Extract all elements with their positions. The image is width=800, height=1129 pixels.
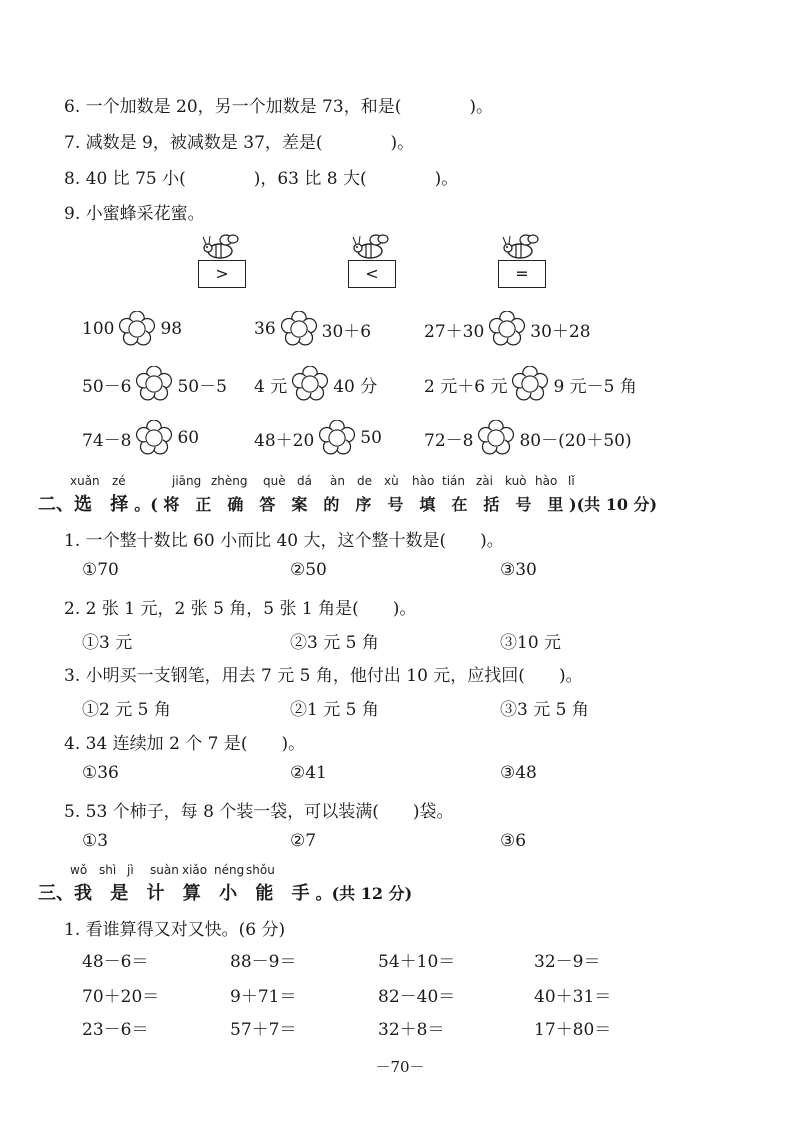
- flower-blank-icon[interactable]: [281, 311, 317, 347]
- choice-option[interactable]: ①3 元: [82, 633, 133, 653]
- choice-option[interactable]: ①36: [82, 763, 119, 783]
- comparison-item: [424, 420, 632, 456]
- comparison-item: [254, 420, 382, 456]
- bee-icon: [352, 234, 392, 262]
- calc-problem: 40＋31＝: [534, 987, 612, 1007]
- bee-sign-less: [348, 234, 412, 296]
- section2-title: 选 择: [74, 494, 135, 515]
- comparison-right: 30＋28: [530, 321, 591, 342]
- pinyin-syllable: wǒ: [70, 863, 88, 877]
- choice-question: 2. 2 张 1 元，2 张 5 角，5 张 1 角是( )。: [64, 599, 417, 619]
- calc-problem: 54＋10＝: [378, 952, 456, 972]
- section3-number: 三、: [38, 883, 74, 904]
- calc-problem: 9＋71＝: [230, 987, 297, 1007]
- section3-heading: [38, 879, 412, 905]
- comparison-left: 48＋20: [254, 430, 315, 451]
- choice-option[interactable]: ③48: [500, 763, 537, 783]
- question-7: 7. 减数是 9，被减数是 37，差是( )。: [64, 133, 415, 153]
- comparison-left: 100: [82, 319, 115, 339]
- choice-option[interactable]: ①3: [82, 831, 109, 851]
- comparison-item: [254, 366, 377, 402]
- pinyin-syllable: dá: [297, 474, 312, 488]
- pinyin-syllable: jì: [127, 863, 134, 877]
- sign-box: =: [498, 260, 546, 288]
- comparison-right: 60: [177, 428, 200, 448]
- section2-heading: [38, 490, 657, 516]
- pinyin-syllable: àn: [330, 474, 345, 488]
- calc-problem: 32－9＝: [534, 952, 601, 972]
- choice-option[interactable]: ②1 元 5 角: [290, 700, 379, 720]
- comparison-left: 36: [254, 319, 276, 339]
- choice-option[interactable]: ②3 元 5 角: [290, 633, 379, 653]
- comparison-item: [424, 311, 591, 347]
- flower-blank-icon[interactable]: [319, 420, 355, 456]
- flower-blank-icon[interactable]: [119, 311, 155, 347]
- pinyin-syllable: suàn: [150, 863, 179, 877]
- pinyin-syllable: néng: [214, 863, 245, 877]
- choice-option[interactable]: ③10 元: [500, 633, 562, 653]
- pinyin-syllable: zé: [112, 474, 126, 488]
- sign-box: >: [198, 260, 246, 288]
- comparison-item: [82, 420, 199, 456]
- comparison-left: 50－6: [82, 376, 132, 397]
- question-6: 6. 一个加数是 20，另一个加数是 73，和是( )。: [64, 97, 493, 117]
- section2-points: (共 10 分): [576, 495, 658, 514]
- calc-problem: 82－40＝: [378, 987, 456, 1007]
- pinyin-syllable: shǒu: [246, 863, 275, 877]
- section3-title: 我 是 计 算 小 能 手: [74, 883, 316, 904]
- pinyin-syllable: xiǎo: [182, 863, 208, 877]
- section2-instruction: 。( 将 正 确 答 案 的 序 号 填 在 括 号 里 ): [134, 495, 577, 514]
- comparison-right: 30＋6: [321, 321, 372, 342]
- calc-problem: 23－6＝: [82, 1020, 149, 1040]
- calc-problem: 32＋8＝: [378, 1020, 445, 1040]
- choice-option[interactable]: ②50: [290, 560, 327, 580]
- choice-question: 1. 一个整十数比 60 小而比 40 大，这个整十数是( )。: [64, 531, 504, 551]
- section3-points: 。(共 12 分): [315, 884, 413, 903]
- choice-option[interactable]: ②41: [290, 763, 327, 783]
- comparison-item: [254, 311, 371, 347]
- choice-option[interactable]: ②7: [290, 831, 317, 851]
- pinyin-syllable: xuǎn: [70, 474, 100, 488]
- pinyin-syllable: kuò: [505, 474, 527, 488]
- pinyin-syllable: de: [357, 474, 372, 488]
- calc-problem: 57＋7＝: [230, 1020, 297, 1040]
- choice-option[interactable]: ③3 元 5 角: [500, 700, 589, 720]
- page-number: －70－: [375, 1058, 425, 1076]
- pinyin-syllable: zhèng: [211, 474, 248, 488]
- flower-blank-icon[interactable]: [292, 366, 328, 402]
- comparison-right: 40 分: [333, 376, 378, 397]
- calc-problem: 17＋80＝: [534, 1020, 612, 1040]
- flower-blank-icon[interactable]: [489, 311, 525, 347]
- flower-blank-icon[interactable]: [478, 420, 514, 456]
- flower-blank-icon[interactable]: [512, 366, 548, 402]
- bee-icon: [502, 234, 542, 262]
- comparison-right: 98: [160, 319, 183, 339]
- pinyin-syllable: lǐ: [568, 474, 575, 488]
- comparison-right: 9 元－5 角: [553, 376, 637, 397]
- comparison-item: [424, 366, 637, 402]
- sign-box: <: [348, 260, 396, 288]
- section2-number: 二、: [38, 494, 74, 515]
- pinyin-syllable: zài: [476, 474, 493, 488]
- pinyin-syllable: tián: [442, 474, 465, 488]
- pinyin-syllable: hào: [412, 474, 435, 488]
- pinyin-syllable: jiāng: [172, 474, 202, 488]
- choice-option[interactable]: ③30: [500, 560, 537, 580]
- choice-question: 3. 小明买一支钢笔，用去 7 元 5 角，他付出 10 元，应找回( )。: [64, 666, 583, 686]
- section3-sub1: 1. 看谁算得又对又快。(6 分): [64, 920, 286, 940]
- comparison-right: 80－(20＋50): [519, 430, 632, 451]
- comparison-left: 72－8: [424, 430, 474, 451]
- comparison-item: [82, 311, 182, 347]
- comparison-item: [82, 366, 227, 402]
- pinyin-syllable: shì: [99, 863, 117, 877]
- comparison-left: 2 元＋6 元: [424, 376, 508, 397]
- flower-blank-icon[interactable]: [136, 366, 172, 402]
- choice-option[interactable]: ①2 元 5 角: [82, 700, 171, 720]
- question-9: 9. 小蜜蜂采花蜜。: [64, 204, 205, 224]
- pinyin-syllable: xù: [384, 474, 399, 488]
- pinyin-syllable: què: [263, 474, 286, 488]
- calc-problem: 88－9＝: [230, 952, 297, 972]
- bee-sign-greater: [198, 234, 262, 296]
- flower-blank-icon[interactable]: [136, 420, 172, 456]
- comparison-left: 4 元: [254, 376, 288, 397]
- calc-problem: 48－6＝: [82, 952, 149, 972]
- comparison-left: 74－8: [82, 430, 132, 451]
- comparison-right: 50: [360, 428, 382, 448]
- question-8: 8. 40 比 75 小( )，63 比 8 大( )。: [64, 169, 459, 189]
- choice-question: 4. 34 连续加 2 个 7 是( )。: [64, 734, 306, 754]
- comparison-left: 27＋30: [424, 321, 485, 342]
- comparison-right: 50－5: [177, 376, 227, 397]
- bee-sign-equal: [498, 234, 562, 296]
- bee-icon: [202, 234, 242, 262]
- choice-question: 5. 53 个柿子，每 8 个装一袋，可以装满( )袋。: [64, 802, 454, 822]
- pinyin-syllable: hào: [535, 474, 558, 488]
- choice-option[interactable]: ①70: [82, 560, 119, 580]
- choice-option[interactable]: ③6: [500, 831, 527, 851]
- calc-problem: 70＋20＝: [82, 987, 160, 1007]
